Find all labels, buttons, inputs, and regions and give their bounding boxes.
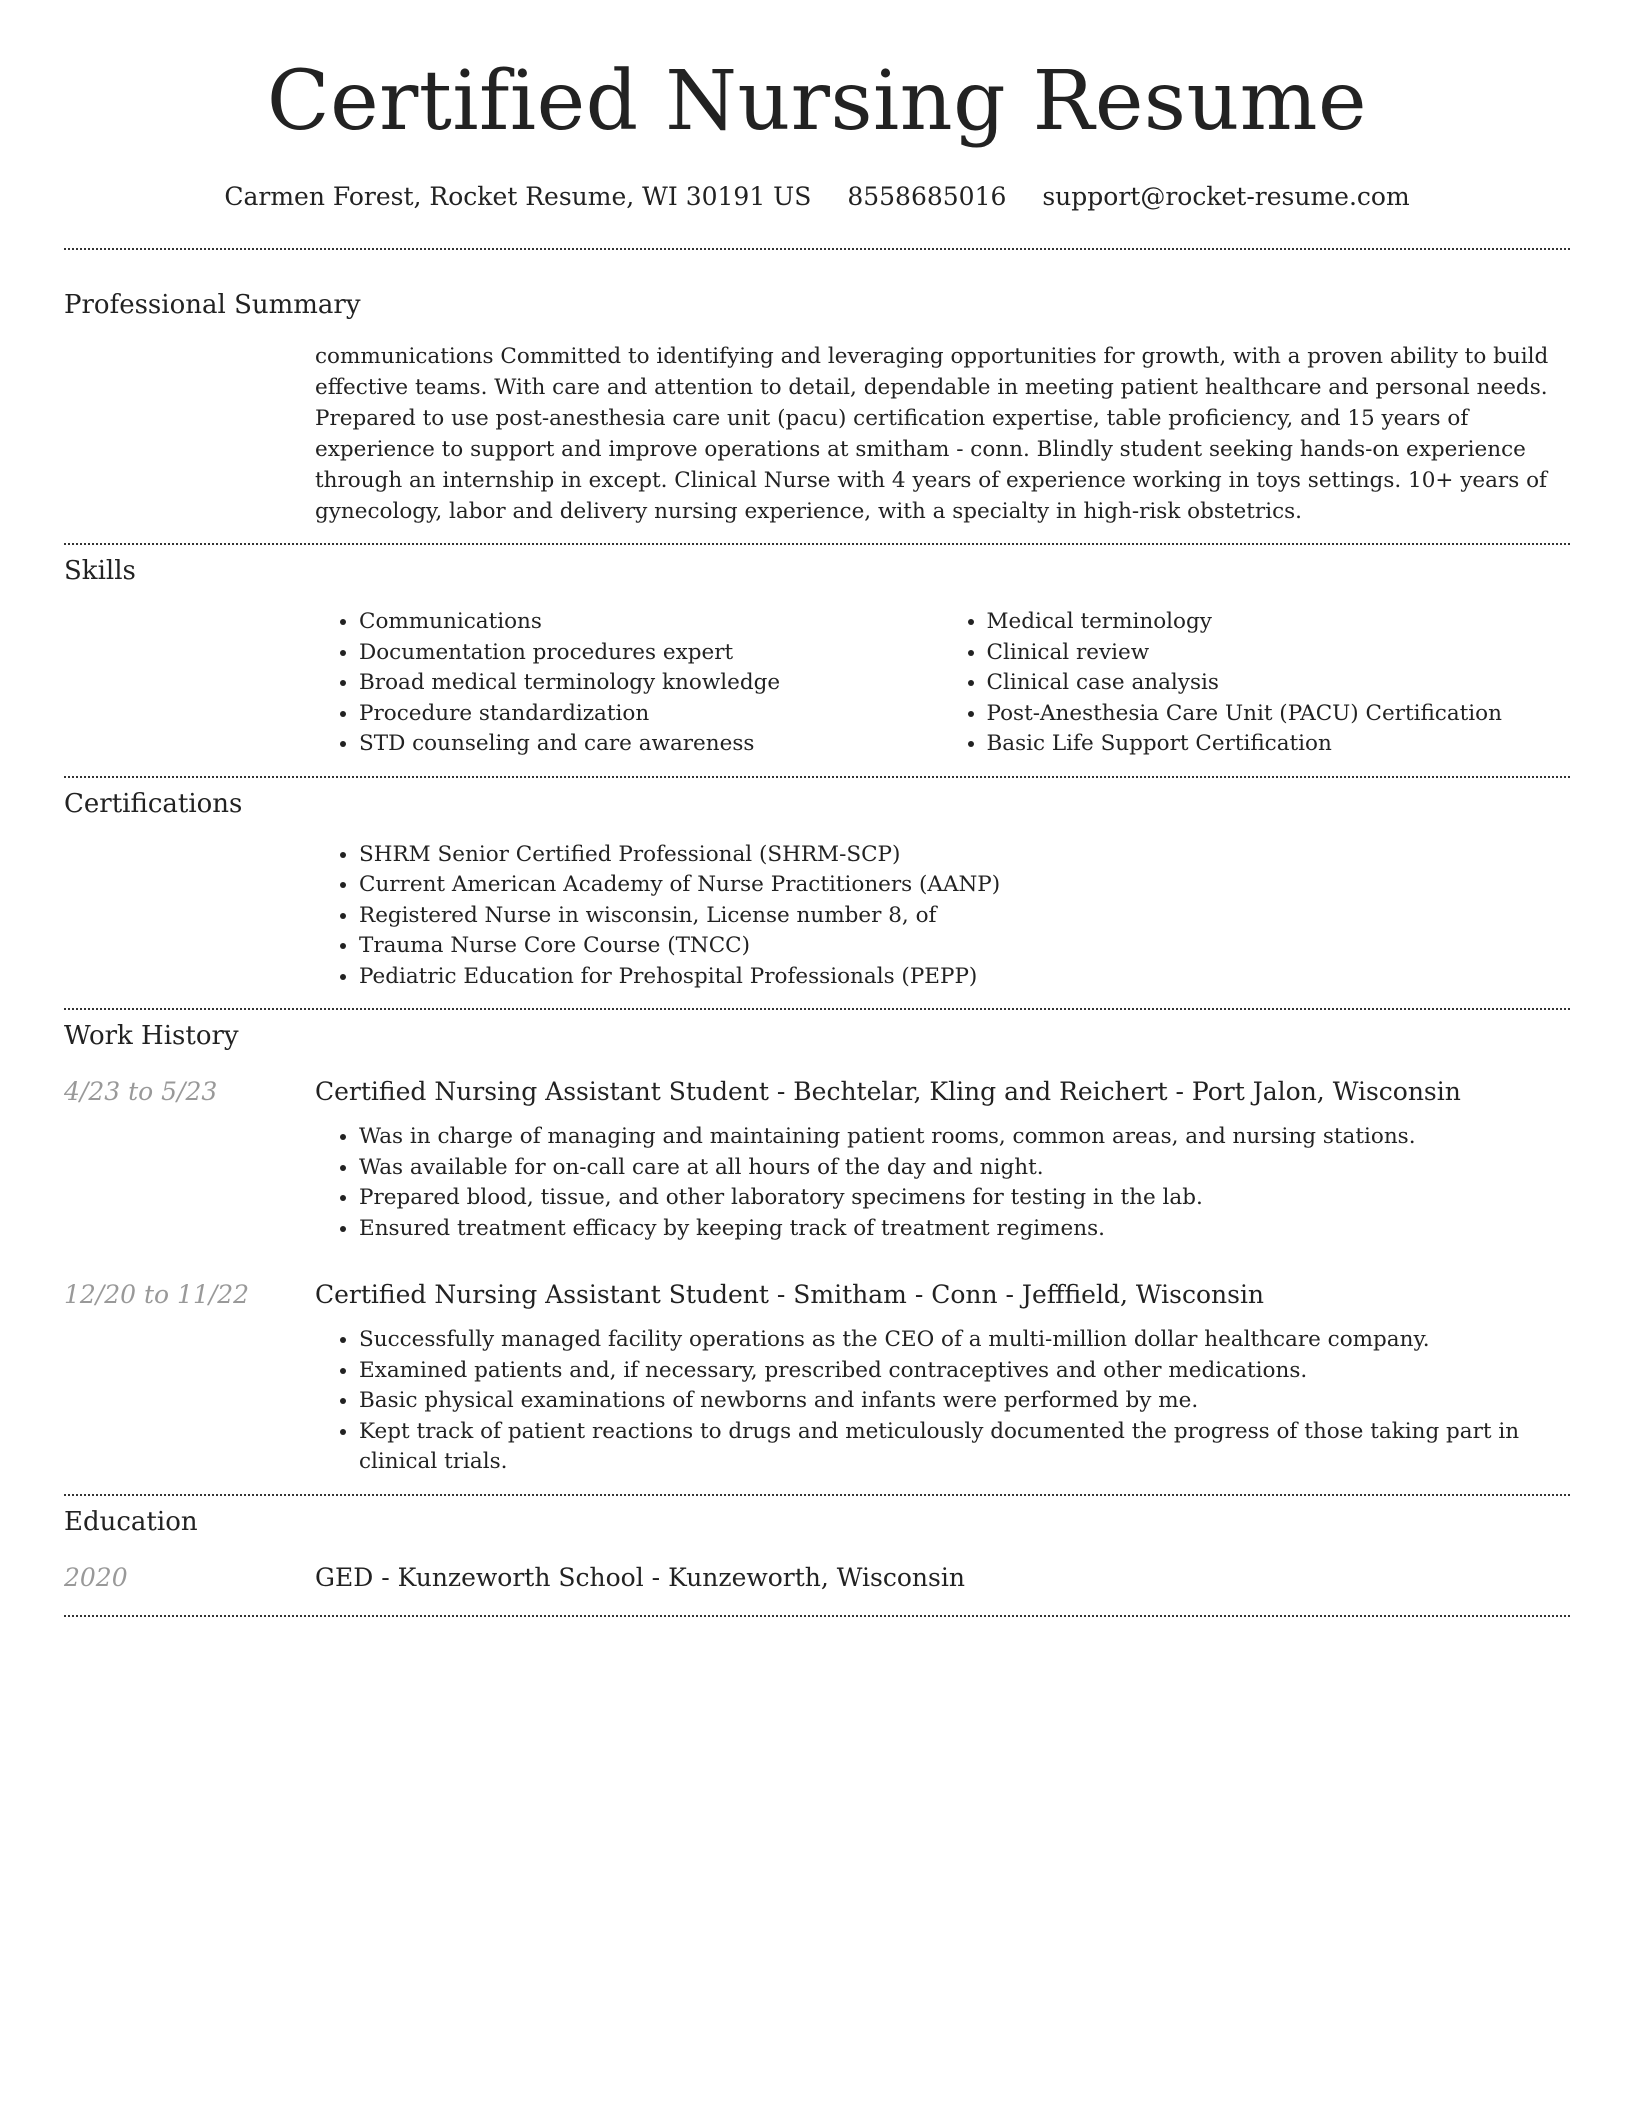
skill-item: • Procedure standardization — [359, 699, 943, 730]
divider — [64, 1494, 1570, 1496]
job-bullet: • Was available for on-call care at all hours of the day and night. — [359, 1153, 1570, 1184]
education-section — [64, 1505, 1570, 1595]
skills-list-right — [943, 607, 1571, 760]
work-history-heading: Work History — [64, 1021, 239, 1051]
certifications-section — [64, 787, 1570, 993]
contact-address: Carmen Forest, Rocket Resume, WI 30191 US — [224, 182, 812, 211]
contact-phone: 8558685016 — [847, 182, 1007, 211]
job-bullet: • Examined patients and, if necessary, prescribed contraceptives and other medications. — [359, 1356, 1570, 1387]
summary-text: communications Committed to identifying and leveraging opportunities for growth, with a proven ability to build effective teams. With care and attention to detail, dependable in meeting patient healthcare and personal needs. Prepared to use post-anesthesia care unit (pacu) certification expertise, table proficiency, and 15 years of experience to support and improve operations at smitham - conn. Blindly student seeking hands-on experience through an internship in except. Clinical Nurse with 4 years of experience working in toys settings. 10+ years of gynecology, labor and delivery nursing experience, with a specialty in high-risk obstetrics. — [315, 344, 1549, 524]
job-dates: 4/23 to 5/23 — [64, 1077, 218, 1106]
job-dates: 12/20 to 11/22 — [64, 1280, 250, 1309]
certification-item: • Pediatric Education for Prehospital Professionals (PEPP) — [359, 962, 1570, 993]
job-title: Certified Nursing Assistant Student - Bechtelar, Kling and Reichert - Port Jalon, Wisconsin — [315, 1077, 1461, 1106]
skill-item: • Clinical case analysis — [987, 668, 1571, 699]
skills-list-left — [315, 607, 943, 760]
education-degree: GED - Kunzeworth School - Kunzeworth, Wisconsin — [315, 1562, 965, 1592]
job-bullet: • Ensured treatment efficacy by keeping track of treatment regimens. — [359, 1214, 1570, 1245]
divider — [64, 1008, 1570, 1010]
job-bullet: • Basic physical examinations of newborns and infants were performed by me. — [359, 1386, 1570, 1417]
skill-item: • STD counseling and care awareness — [359, 729, 943, 760]
contact-email: support@rocket-resume.com — [1042, 182, 1410, 211]
job-bullet: • Was in charge of managing and maintaining patient rooms, common areas, and nursing stations. — [359, 1122, 1570, 1153]
resume-title: Certified Nursing Resume — [266, 54, 1368, 149]
education-heading: Education — [64, 1506, 198, 1537]
skill-item: • Basic Life Support Certification — [987, 729, 1571, 760]
certification-item: • Current American Academy of Nurse Practitioners (AANP) — [359, 870, 1570, 901]
job-bullets — [315, 1122, 1570, 1244]
divider — [64, 776, 1570, 778]
job-entry — [64, 1075, 1570, 1244]
summary-heading: Professional Summary — [64, 290, 361, 320]
certifications-heading: Certifications — [64, 788, 243, 819]
certification-item: • SHRM Senior Certified Professional (SHRM-SCP) — [359, 840, 1570, 871]
job-bullet: • Prepared blood, tissue, and other laboratory specimens for testing in the lab. — [359, 1183, 1570, 1214]
job-entry — [64, 1278, 1570, 1478]
skill-item: • Broad medical terminology knowledge — [359, 668, 943, 699]
certification-item: • Registered Nurse in wisconsin, License number 8, of — [359, 901, 1570, 932]
skill-item: • Post-Anesthesia Care Unit (PACU) Certification — [987, 699, 1571, 730]
job-title: Certified Nursing Assistant Student - Smitham - Conn - Jefffield, Wisconsin — [315, 1280, 1265, 1309]
work-history-section — [64, 1019, 1570, 1478]
education-entry — [64, 1561, 1570, 1595]
skill-item: • Documentation procedures expert — [359, 638, 943, 669]
divider — [64, 248, 1570, 250]
job-bullet: • Successfully managed facility operations as the CEO of a multi-million dollar healthcare company. — [359, 1325, 1570, 1356]
resume-page — [64, 0, 1570, 1617]
summary-section — [64, 288, 1570, 527]
job-bullets — [315, 1325, 1570, 1478]
contact-line — [64, 180, 1570, 214]
skills-heading: Skills — [64, 556, 136, 586]
skills-section — [64, 554, 1570, 760]
skill-item: • Communications — [359, 607, 943, 638]
divider — [64, 543, 1570, 545]
education-year: 2020 — [64, 1562, 128, 1592]
certifications-list — [315, 840, 1570, 993]
certification-item: • Trauma Nurse Core Course (TNCC) — [359, 931, 1570, 962]
job-bullet: • Kept track of patient reactions to drugs and meticulously documented the progress of those taking part in clinical trials. — [359, 1417, 1570, 1478]
skill-item: • Medical terminology — [987, 607, 1571, 638]
divider — [64, 1615, 1570, 1617]
skill-item: • Clinical review — [987, 638, 1571, 669]
